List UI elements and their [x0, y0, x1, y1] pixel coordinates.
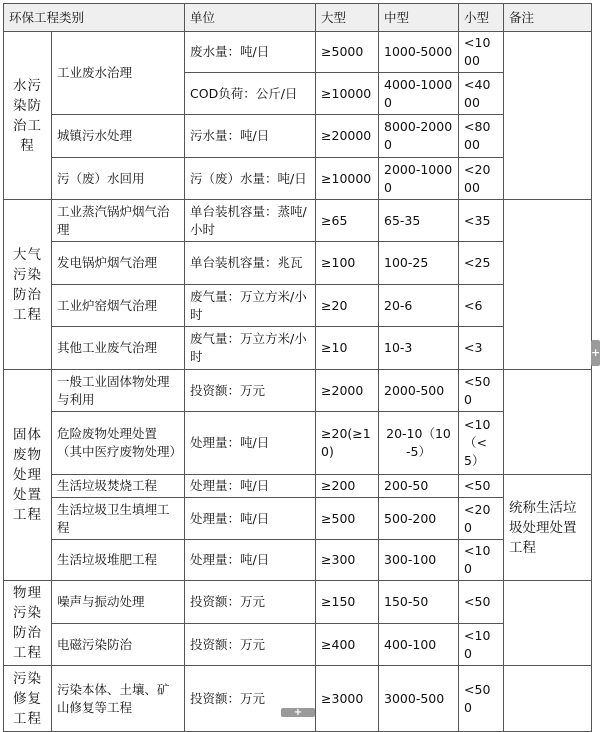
- header-medium: 中型: [379, 4, 459, 32]
- item-cell: 其他工业废气治理: [52, 327, 185, 370]
- medium-cell: 300-100: [379, 540, 459, 581]
- category-cell: 大气污染防治工程: [4, 200, 52, 370]
- large-cell: ≥2000: [316, 370, 379, 412]
- large-cell: ≥10000: [316, 73, 379, 115]
- table-row: [4, 327, 592, 370]
- unit-cell: 处理量：吨/日: [185, 475, 316, 498]
- table-row: [4, 158, 592, 200]
- item-cell: 生活垃圾卫生填埋工程: [52, 498, 185, 540]
- small-cell: <8000: [459, 115, 504, 158]
- unit-cell: 废水量：吨/日: [185, 32, 316, 73]
- expand-side-button[interactable]: [591, 340, 600, 366]
- medium-cell: 100-25: [379, 242, 459, 285]
- large-cell: ≥400: [316, 624, 379, 666]
- medium-cell: 2000-500: [379, 370, 459, 412]
- category-cell: 水污染防治工程: [4, 32, 52, 200]
- medium-cell: 20-6: [379, 285, 459, 327]
- large-cell: ≥20000: [316, 115, 379, 158]
- small-cell: <500: [459, 370, 504, 412]
- item-cell: 工业炉窑烟气治理: [52, 285, 185, 327]
- item-cell: 电磁污染防治: [52, 624, 185, 666]
- medium-cell: 65-35: [379, 200, 459, 242]
- header-category: 环保工程类别: [4, 4, 185, 32]
- note-cell: [504, 32, 592, 200]
- unit-cell: 投资额：万元: [185, 666, 316, 732]
- small-cell: <2000: [459, 158, 504, 200]
- table-row: [4, 32, 592, 73]
- table-row: [4, 115, 592, 158]
- note-cell: [504, 370, 592, 475]
- table-row: [4, 498, 592, 540]
- item-cell: 工业蒸汽锅炉烟气治理: [52, 200, 185, 242]
- unit-cell: 投资额：万元: [185, 624, 316, 666]
- large-cell: ≥150: [316, 581, 379, 624]
- medium-cell: 20-10（10-5）: [379, 412, 459, 475]
- medium-cell: 500-200: [379, 498, 459, 540]
- small-cell: <4000: [459, 73, 504, 115]
- unit-cell: COD负荷：公斤/日: [185, 73, 316, 115]
- unit-cell: 投资额：万元: [185, 370, 316, 412]
- large-cell: ≥100: [316, 242, 379, 285]
- unit-cell: 污水量：吨/日: [185, 115, 316, 158]
- large-cell: ≥65: [316, 200, 379, 242]
- item-cell: 污染本体、土壤、矿山修复等工程: [52, 666, 185, 732]
- item-cell: 生活垃圾焚烧工程: [52, 475, 185, 498]
- table-row: [4, 475, 592, 498]
- item-cell: 危险废物处理处置（其中医疗废物处理）: [52, 412, 185, 475]
- category-cell: 物理污染防治工程: [4, 581, 52, 666]
- header-small: 小型: [459, 4, 504, 32]
- unit-cell: 处理量：吨/日: [185, 412, 316, 475]
- unit-cell: 处理量：吨/日: [185, 540, 316, 581]
- table-row: [4, 370, 592, 412]
- unit-cell: 单台装机容量：蒸吨/小时: [185, 200, 316, 242]
- small-cell: <100: [459, 540, 504, 581]
- plus-icon: +: [293, 707, 303, 718]
- plus-icon: +: [591, 346, 600, 359]
- large-cell: ≥20(≥10): [316, 412, 379, 475]
- unit-cell: 单台装机容量：兆瓦: [185, 242, 316, 285]
- table-row: [4, 412, 592, 475]
- small-cell: <200: [459, 498, 504, 540]
- item-cell: 工业废水治理: [52, 32, 185, 115]
- small-cell: <6: [459, 285, 504, 327]
- table-row: [4, 540, 592, 581]
- large-cell: ≥3000: [316, 666, 379, 732]
- large-cell: ≥10: [316, 327, 379, 370]
- large-cell: ≥10000: [316, 158, 379, 200]
- table-row: [4, 624, 592, 666]
- item-cell: 生活垃圾堆肥工程: [52, 540, 185, 581]
- table-row: [4, 242, 592, 285]
- medium-cell: 150-50: [379, 581, 459, 624]
- table-row: [4, 666, 592, 732]
- large-cell: ≥500: [316, 498, 379, 540]
- medium-cell: 8000-20000: [379, 115, 459, 158]
- unit-cell: 处理量：吨/日: [185, 498, 316, 540]
- table-row: [4, 200, 592, 242]
- note-cell: [504, 666, 592, 732]
- small-cell: <35: [459, 200, 504, 242]
- header-note: 备注: [504, 4, 592, 32]
- large-cell: ≥20: [316, 285, 379, 327]
- note-cell: [504, 581, 592, 666]
- small-cell: <3: [459, 327, 504, 370]
- note-cell: [504, 200, 592, 370]
- unit-cell: 污（废）水量：吨/日: [185, 158, 316, 200]
- medium-cell: 200-50: [379, 475, 459, 498]
- medium-cell: 2000-10000: [379, 158, 459, 200]
- item-cell: 发电锅炉烟气治理: [52, 242, 185, 285]
- small-cell: <10（<5）: [459, 412, 504, 475]
- table-row: [4, 581, 592, 624]
- small-cell: <50: [459, 475, 504, 498]
- note-msw: 统称生活垃圾处理处置工程: [504, 475, 592, 581]
- small-cell: <50: [459, 581, 504, 624]
- header-large: 大型: [316, 4, 379, 32]
- large-cell: ≥200: [316, 475, 379, 498]
- medium-cell: 4000-10000: [379, 73, 459, 115]
- medium-cell: 1000-5000: [379, 32, 459, 73]
- expand-bottom-button[interactable]: [281, 708, 315, 717]
- unit-cell: 废气量：万立方米/小时: [185, 327, 316, 370]
- item-cell: 噪声与振动处理: [52, 581, 185, 624]
- small-cell: <25: [459, 242, 504, 285]
- item-cell: 污（废）水回用: [52, 158, 185, 200]
- unit-cell: 投资额：万元: [185, 581, 316, 624]
- medium-cell: 400-100: [379, 624, 459, 666]
- header-unit: 单位: [185, 4, 316, 32]
- medium-cell: 10-3: [379, 327, 459, 370]
- small-cell: <500: [459, 666, 504, 732]
- item-cell: 城镇污水处理: [52, 115, 185, 158]
- table-row: [4, 285, 592, 327]
- header-row: [4, 4, 592, 32]
- category-cell: 固体废物处理处置工程: [4, 370, 52, 581]
- small-cell: <100: [459, 624, 504, 666]
- unit-cell: 废气量：万立方米/小时: [185, 285, 316, 327]
- item-cell: 一般工业固体物处理与利用: [52, 370, 185, 412]
- category-cell: 污染修复工程: [4, 666, 52, 732]
- large-cell: ≥300: [316, 540, 379, 581]
- small-cell: <1000: [459, 32, 504, 73]
- medium-cell: 3000-500: [379, 666, 459, 732]
- large-cell: ≥5000: [316, 32, 379, 73]
- project-scale-table: [3, 3, 592, 732]
